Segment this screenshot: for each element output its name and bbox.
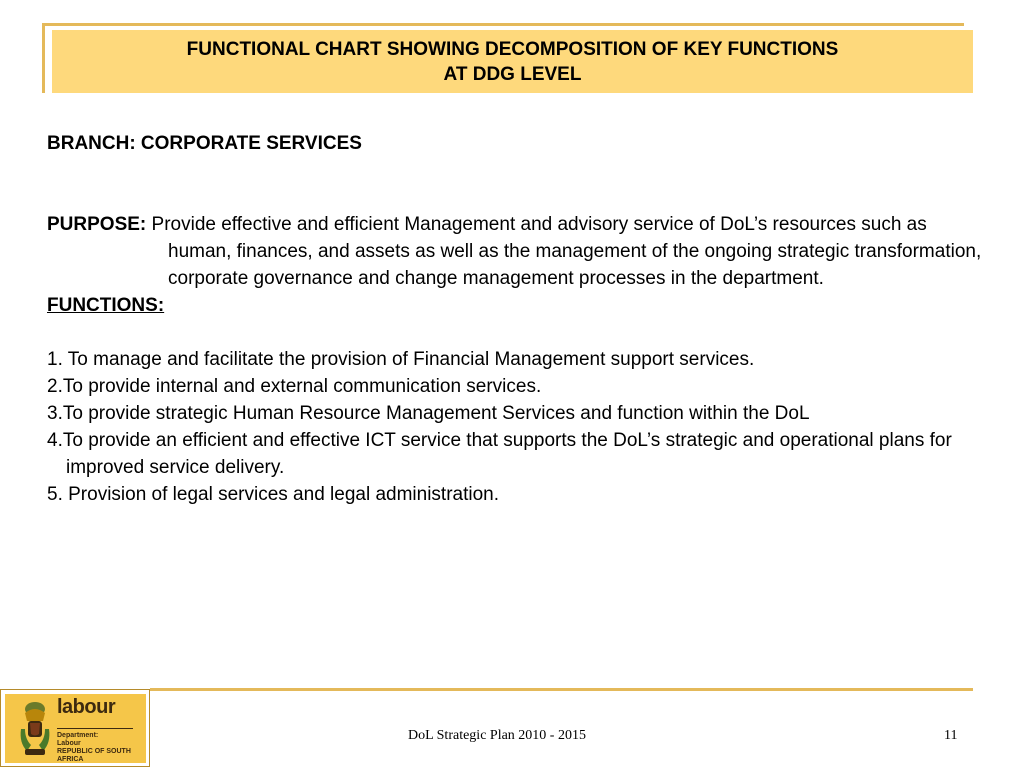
slide-body bbox=[47, 130, 987, 527]
logo-divider bbox=[57, 728, 133, 729]
logo-country: REPUBLIC OF SOUTH AFRICA bbox=[57, 748, 131, 763]
function-item: 1. To manage and facilitate the provision of Financial Management support services. bbox=[47, 349, 755, 370]
logo-text bbox=[57, 696, 146, 764]
footer-title: DoL Strategic Plan 2010 - 2015 bbox=[408, 728, 586, 743]
logo-wordmark: labour bbox=[57, 696, 116, 718]
function-item: 5. Provision of legal services and legal administration. bbox=[47, 484, 500, 505]
function-item: 3.To provide strategic Human Resource Management Services and function within the DoL bbox=[47, 403, 810, 424]
purpose-text: Provide effective and efficient Management and advisory service of DoL’s resources such as human, finances, and assets as well as the management of the ongoing strategic transformation, corporate governance and change management processes in the department. bbox=[151, 214, 982, 289]
page-number: 11 bbox=[944, 728, 958, 743]
purpose-label: PURPOSE: bbox=[47, 214, 147, 235]
slide-title bbox=[52, 30, 973, 93]
functions-heading: FUNCTIONS: bbox=[47, 295, 165, 316]
logo-department-name: Labour bbox=[57, 740, 81, 747]
slide-title-line-1: FUNCTIONAL CHART SHOWING DECOMPOSITION OF KEY FUNCTIONS bbox=[186, 38, 839, 60]
functions-list bbox=[47, 346, 987, 508]
function-item: 2.To provide internal and external communication services. bbox=[47, 376, 542, 397]
purpose-paragraph bbox=[47, 211, 987, 292]
logo-department-label: Department: bbox=[57, 732, 99, 739]
branch-heading: BRANCH: CORPORATE SERVICES bbox=[47, 133, 362, 154]
function-item: 4.To provide an efficient and effective ICT service that supports the DoL’s strategic and operational plans for improved service delivery. bbox=[47, 430, 952, 478]
slide-title-line-2: AT DDG LEVEL bbox=[443, 63, 582, 85]
department-logo bbox=[0, 689, 150, 767]
coat-of-arms-icon bbox=[17, 699, 53, 759]
footer-divider bbox=[150, 688, 973, 691]
logo-background bbox=[5, 694, 146, 763]
